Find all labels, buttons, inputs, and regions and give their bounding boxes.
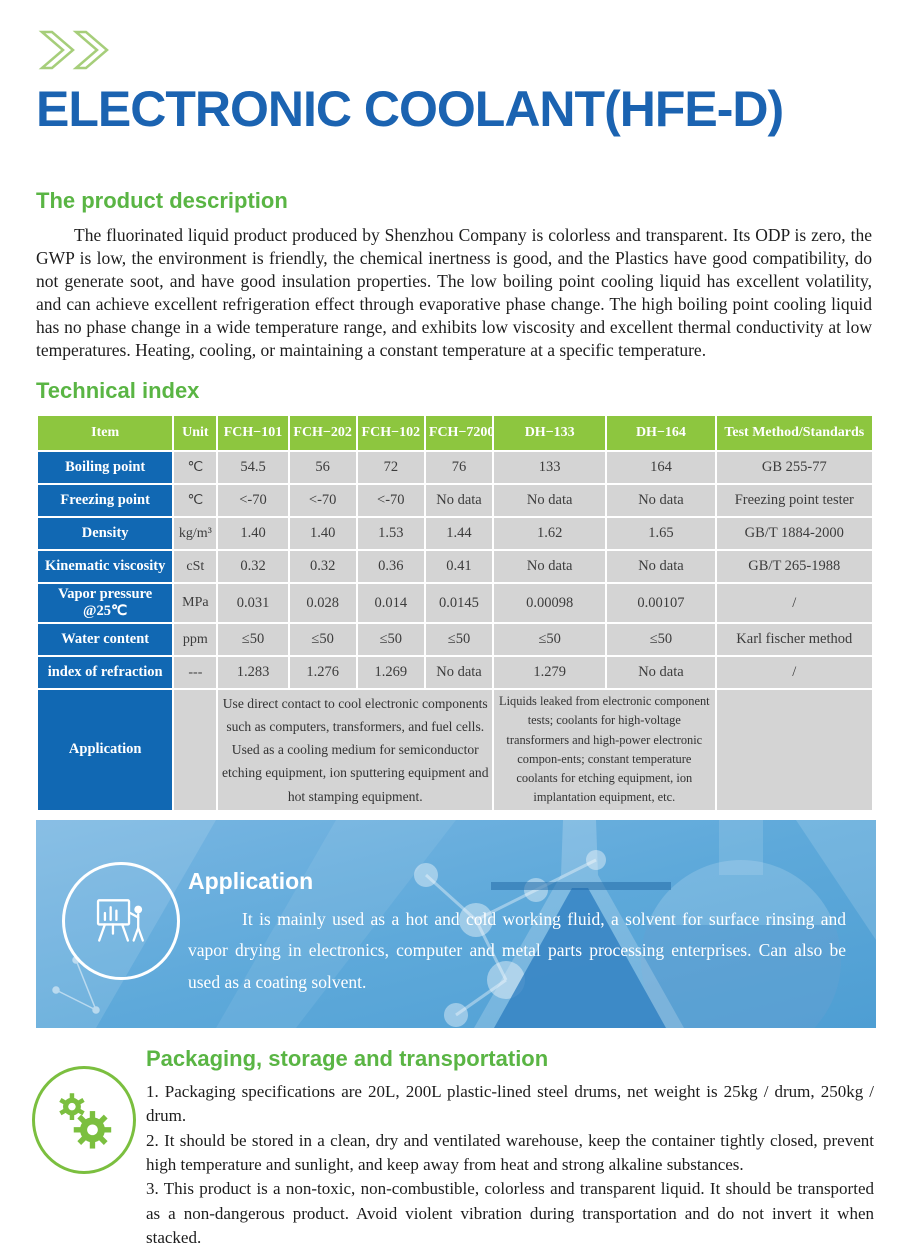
application-table-row <box>38 690 872 810</box>
method-cell: / <box>717 584 872 622</box>
value-cell: No data <box>426 485 492 516</box>
technical-index-table <box>36 414 874 812</box>
unit-cell-empty <box>174 690 216 810</box>
value-cell: ≤50 <box>290 624 356 655</box>
value-cell: <-70 <box>290 485 356 516</box>
table-header-row <box>38 416 872 450</box>
column-header-fch101: FCH−101 <box>218 416 287 450</box>
table-row <box>38 584 872 622</box>
table-row <box>38 452 872 483</box>
method-cell: Freezing point tester <box>717 485 872 516</box>
value-cell: ≤50 <box>607 624 714 655</box>
value-cell: 1.269 <box>358 657 424 688</box>
value-cell: No data <box>607 485 714 516</box>
unit-cell: ℃ <box>174 485 216 516</box>
row-label: Kinematic viscosity <box>38 551 172 582</box>
unit-cell: ℃ <box>174 452 216 483</box>
unit-cell: MPa <box>174 584 216 622</box>
value-cell: 0.028 <box>290 584 356 622</box>
column-header-method: Test Method/Standards <box>717 416 872 450</box>
value-cell: 0.014 <box>358 584 424 622</box>
row-label: Water content <box>38 624 172 655</box>
datasheet-page <box>0 28 908 1251</box>
value-cell: No data <box>494 551 605 582</box>
page-title: ELECTRONIC COOLANT(HFE-D) <box>36 81 784 137</box>
column-header-dh133: DH−133 <box>494 416 605 450</box>
value-cell: ≤50 <box>358 624 424 655</box>
table-row <box>38 657 872 688</box>
value-cell: ≤50 <box>426 624 492 655</box>
value-cell: 1.53 <box>358 518 424 549</box>
value-cell: 1.65 <box>607 518 714 549</box>
table-row <box>38 518 872 549</box>
method-cell: GB/T 265-1988 <box>717 551 872 582</box>
packaging-body <box>146 1080 874 1251</box>
value-cell: 0.031 <box>218 584 287 622</box>
value-cell: 72 <box>358 452 424 483</box>
column-header-fch202: FCH−202 <box>290 416 356 450</box>
description-body: The fluorinated liquid product produced by Shenzhou Company is colorless and transparent. Its ODP is zero, the GWP is low, the environment is friendly, the chemical inertness is good, and the Plastics have good compatibility, do not generate soot, and have good insulation properties. The low boiling point cooling liquid has excellent volatility, and can achieve excellent refrigeration effect through evaporative phase change. The high boiling point cooling liquid has no phase change in a wide temperature range, and exhibits low viscosity and excellent thermal conductivity at low temperatures. Heating, cooling, or maintaining a constant temperature at a specific temperature. <box>36 224 872 360</box>
value-cell: 0.00107 <box>607 584 714 622</box>
value-cell: 1.279 <box>494 657 605 688</box>
table-row <box>38 485 872 516</box>
technical-index-heading: Technical index <box>36 378 200 404</box>
unit-cell: kg/m³ <box>174 518 216 549</box>
unit-cell: ppm <box>174 624 216 655</box>
unit-cell: --- <box>174 657 216 688</box>
banner-heading: Application <box>188 867 314 894</box>
column-header-fch7200: FCH−7200 <box>426 416 492 450</box>
method-cell-empty <box>717 690 872 810</box>
column-header-dh164: DH−164 <box>607 416 714 450</box>
application-dh-cell: Liquids leaked from electronic component tests; coolants for high-voltage transformers and high-power electronic compon-ents; constant temperature coolants for etching equipment, ion implantation equipment, etc. <box>494 690 715 810</box>
value-cell: No data <box>607 657 714 688</box>
table-row <box>38 551 872 582</box>
value-cell: <-70 <box>218 485 287 516</box>
value-cell: 0.36 <box>358 551 424 582</box>
row-label: index of refraction <box>38 657 172 688</box>
method-cell: / <box>717 657 872 688</box>
packaging-heading: Packaging, storage and transportation <box>146 1045 549 1071</box>
double-chevron-right-icon <box>36 28 872 77</box>
value-cell: No data <box>607 551 714 582</box>
value-cell: <-70 <box>358 485 424 516</box>
gears-icon <box>32 1066 136 1174</box>
application-fch-cell: Use direct contact to cool electronic components such as computers, transformers, and fuel cells. Used as a cooling medium for semiconductor etching equipment, ion sputtering equipment and hot stamping equipment. <box>218 690 492 810</box>
value-cell: ≤50 <box>494 624 605 655</box>
method-cell: GB/T 1884-2000 <box>717 518 872 549</box>
table-row <box>38 624 872 655</box>
value-cell: ≤50 <box>218 624 287 655</box>
row-label: Boiling point <box>38 452 172 483</box>
packaging-section <box>36 1046 872 1251</box>
row-label: Density <box>38 518 172 549</box>
value-cell: 0.32 <box>290 551 356 582</box>
column-header-unit: Unit <box>174 416 216 450</box>
row-label: Application <box>38 690 172 810</box>
packaging-item-3: 3. This product is a non-toxic, non-combustible, colorless and transparent liquid. It should be transported as a non-dangerous product. Avoid violent vibration during transportation and do not invert it when stacked. <box>146 1179 874 1248</box>
value-cell: 1.276 <box>290 657 356 688</box>
method-cell: GB 255-77 <box>717 452 872 483</box>
value-cell: 0.0145 <box>426 584 492 622</box>
value-cell: 1.40 <box>290 518 356 549</box>
presentation-icon <box>62 862 180 980</box>
value-cell: 56 <box>290 452 356 483</box>
unit-cell: cSt <box>174 551 216 582</box>
value-cell: 1.62 <box>494 518 605 549</box>
packaging-item-2: 2. It should be stored in a clean, dry and ventilated warehouse, keep the container tightly closed, prevent high temperature and sunlight, and keep away from heat and strong alkaline substances. <box>146 1130 874 1175</box>
row-label: Vapor pressure @25℃ <box>38 584 172 622</box>
value-cell: 1.40 <box>218 518 287 549</box>
value-cell: 164 <box>607 452 714 483</box>
value-cell: 133 <box>494 452 605 483</box>
value-cell: 54.5 <box>218 452 287 483</box>
value-cell: 0.00098 <box>494 584 605 622</box>
banner-body: It is mainly used as a hot and cold working fluid, a solvent for surface rinsing and vapor drying in electronics, computer and metal parts processing enterprises. Can also be used as a coating solvent. <box>188 908 846 993</box>
value-cell: 0.32 <box>218 551 287 582</box>
value-cell: No data <box>494 485 605 516</box>
value-cell: 0.41 <box>426 551 492 582</box>
method-cell: Karl fischer method <box>717 624 872 655</box>
value-cell: 1.283 <box>218 657 287 688</box>
column-header-item: Item <box>38 416 172 450</box>
value-cell: 1.44 <box>426 518 492 549</box>
value-cell: 76 <box>426 452 492 483</box>
application-banner <box>36 820 876 1028</box>
row-label: Freezing point <box>38 485 172 516</box>
description-heading: The product description <box>36 187 288 213</box>
value-cell: No data <box>426 657 492 688</box>
packaging-item-1: 1. Packaging specifications are 20L, 200L plastic-lined steel drums, net weight is 25kg / drum, 250kg / drum. <box>146 1081 874 1126</box>
column-header-fch102: FCH−102 <box>358 416 424 450</box>
